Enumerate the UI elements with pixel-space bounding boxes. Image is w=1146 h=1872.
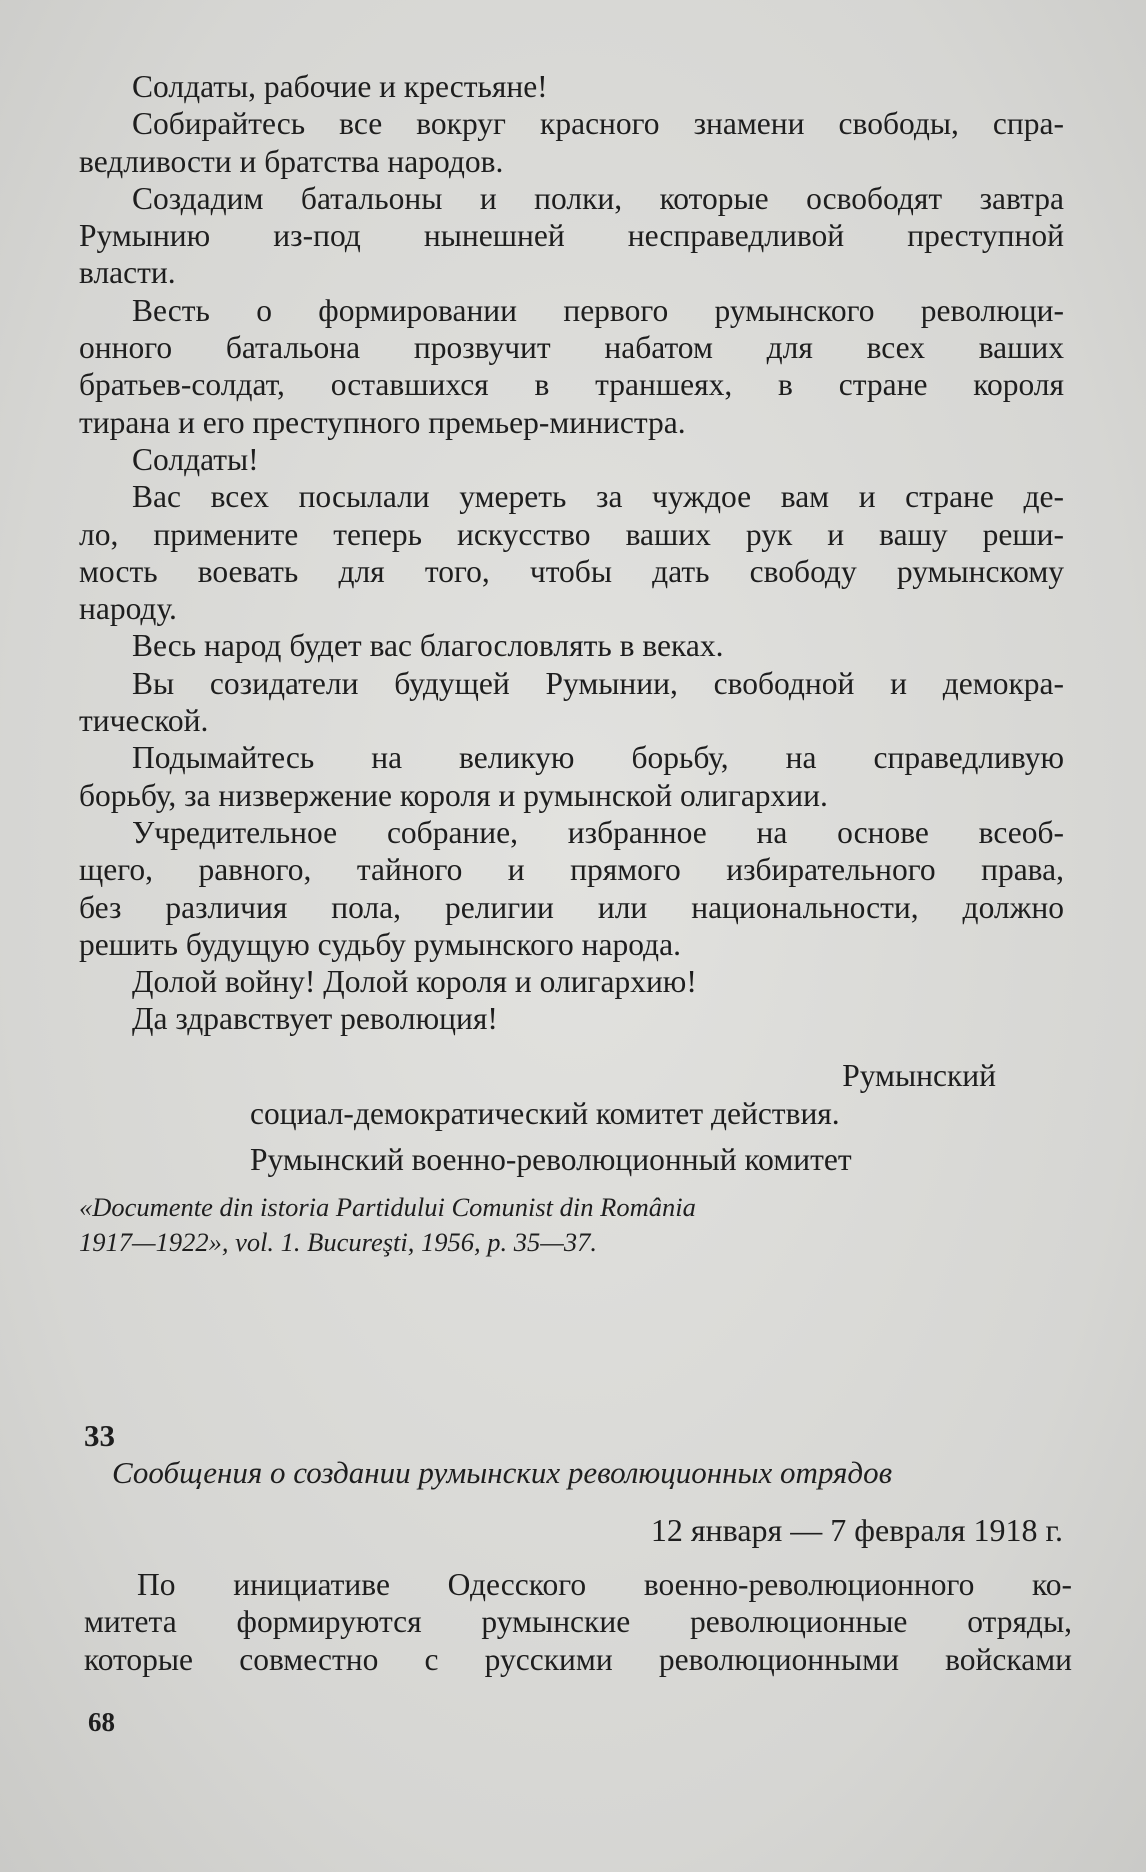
signature-line-2: социал-демократический комитет действия. <box>250 1096 840 1131</box>
text-line: решить будущую судьбу румынского народа. <box>79 926 681 962</box>
text-line: власти. <box>79 255 176 291</box>
text-line: Румынию из-под нынешней несправедливой преступной <box>79 218 1064 254</box>
text-line: Подымайтесь на великую борьбу, на справедливую <box>132 740 1064 776</box>
text-line: По инициативе Одесского военно-революционного ко- <box>137 1567 1072 1602</box>
text-line: Собирайтесь все вокруг красного знамени свободы, спра- <box>132 106 1064 142</box>
text-line: народу. <box>79 591 177 627</box>
text-line: без различия пола, религии или национальности, должно <box>79 889 1064 925</box>
signature-line-1: Румынский <box>842 1058 996 1093</box>
text-line: ведливости и братства народов. <box>79 143 504 179</box>
text-line: Создадим батальоны и полки, которые освободят завтра <box>132 180 1064 216</box>
text-line: Весь народ будет вас благословлять в веках. <box>132 628 724 664</box>
text-line: тической. <box>79 703 209 739</box>
text-line: Долой войну! Долой короля и олигархию! <box>132 964 697 1000</box>
text-line: Вас всех посылали умереть за чуждое вам и стране де- <box>132 479 1064 515</box>
text-line: Весть о формировании первого румынского революци- <box>132 292 1064 328</box>
text-line: которые совместно с русскими революционными войсками <box>84 1641 1072 1677</box>
text-line: братьев-солдат, оставшихся в траншеях, в стране короля <box>79 367 1064 403</box>
text-line: борьбу, за низвержение короля и румынской олигархии. <box>79 777 828 813</box>
document-number: 33 <box>84 1418 115 1453</box>
source-citation <box>79 1190 979 1260</box>
text-line: Учредительное собрание, избранное на основе всеоб- <box>132 814 1064 850</box>
text-line: Да здравствует революция! <box>132 1001 498 1037</box>
text-line: Солдаты! <box>132 441 259 477</box>
text-line: щего, равного, тайного и прямого избирательного права, <box>79 852 1064 888</box>
source-citation-line-2: 1917—1922», vol. 1. Bucureşti, 1956, p. 35—37. <box>79 1227 597 1257</box>
text-line: Вы созидатели будущей Румынии, свободной и демокра- <box>132 665 1064 701</box>
page-number: 68 <box>88 1707 115 1737</box>
text-line: онного батальона прозвучит набатом для всех ваших <box>79 330 1064 366</box>
text-line: митета формируются румынские революционные отряды, <box>84 1604 1072 1640</box>
signature-line-3: Румынский военно-революционный комитет <box>250 1142 852 1177</box>
text-line: ло, примените теперь искусство ваших рук и вашу реши- <box>79 516 1064 552</box>
appeal-text <box>79 68 1064 1038</box>
text-line: мость воевать для того, чтобы дать свободу румынскому <box>79 553 1064 589</box>
document-title: Сообщения о создании румынских революционных отрядов <box>112 1455 893 1490</box>
document-date: 12 января — 7 февраля 1918 г. <box>650 1512 1063 1548</box>
text-line: тирана и его преступного премьер-министра. <box>79 404 686 440</box>
text-line: Солдаты, рабочие и крестьяне! <box>132 69 548 104</box>
source-citation-line-1: «Documente din istoria Partidului Comunist din România <box>79 1192 696 1222</box>
report-text <box>84 1566 1072 1678</box>
